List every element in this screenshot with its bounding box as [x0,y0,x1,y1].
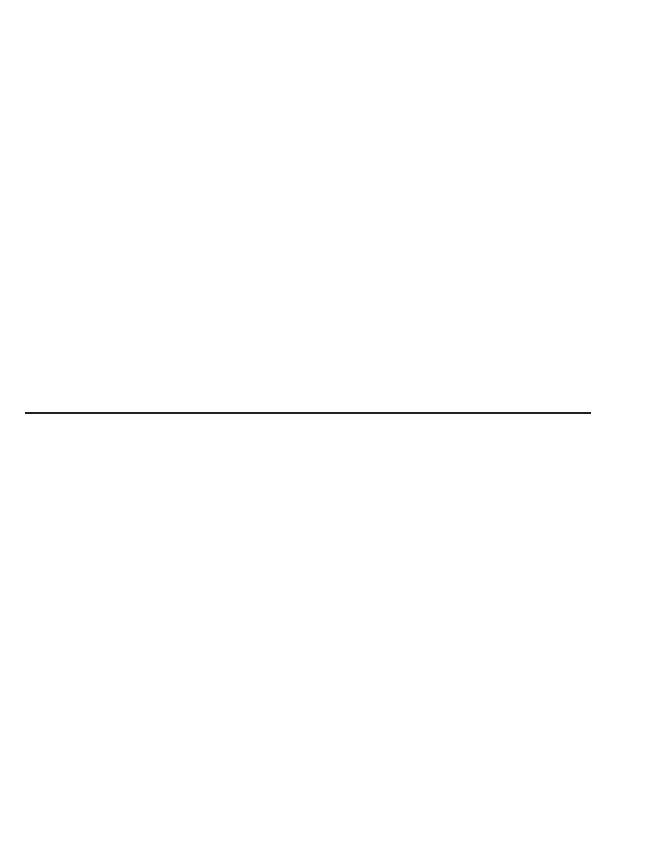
section-divider [25,412,591,414]
